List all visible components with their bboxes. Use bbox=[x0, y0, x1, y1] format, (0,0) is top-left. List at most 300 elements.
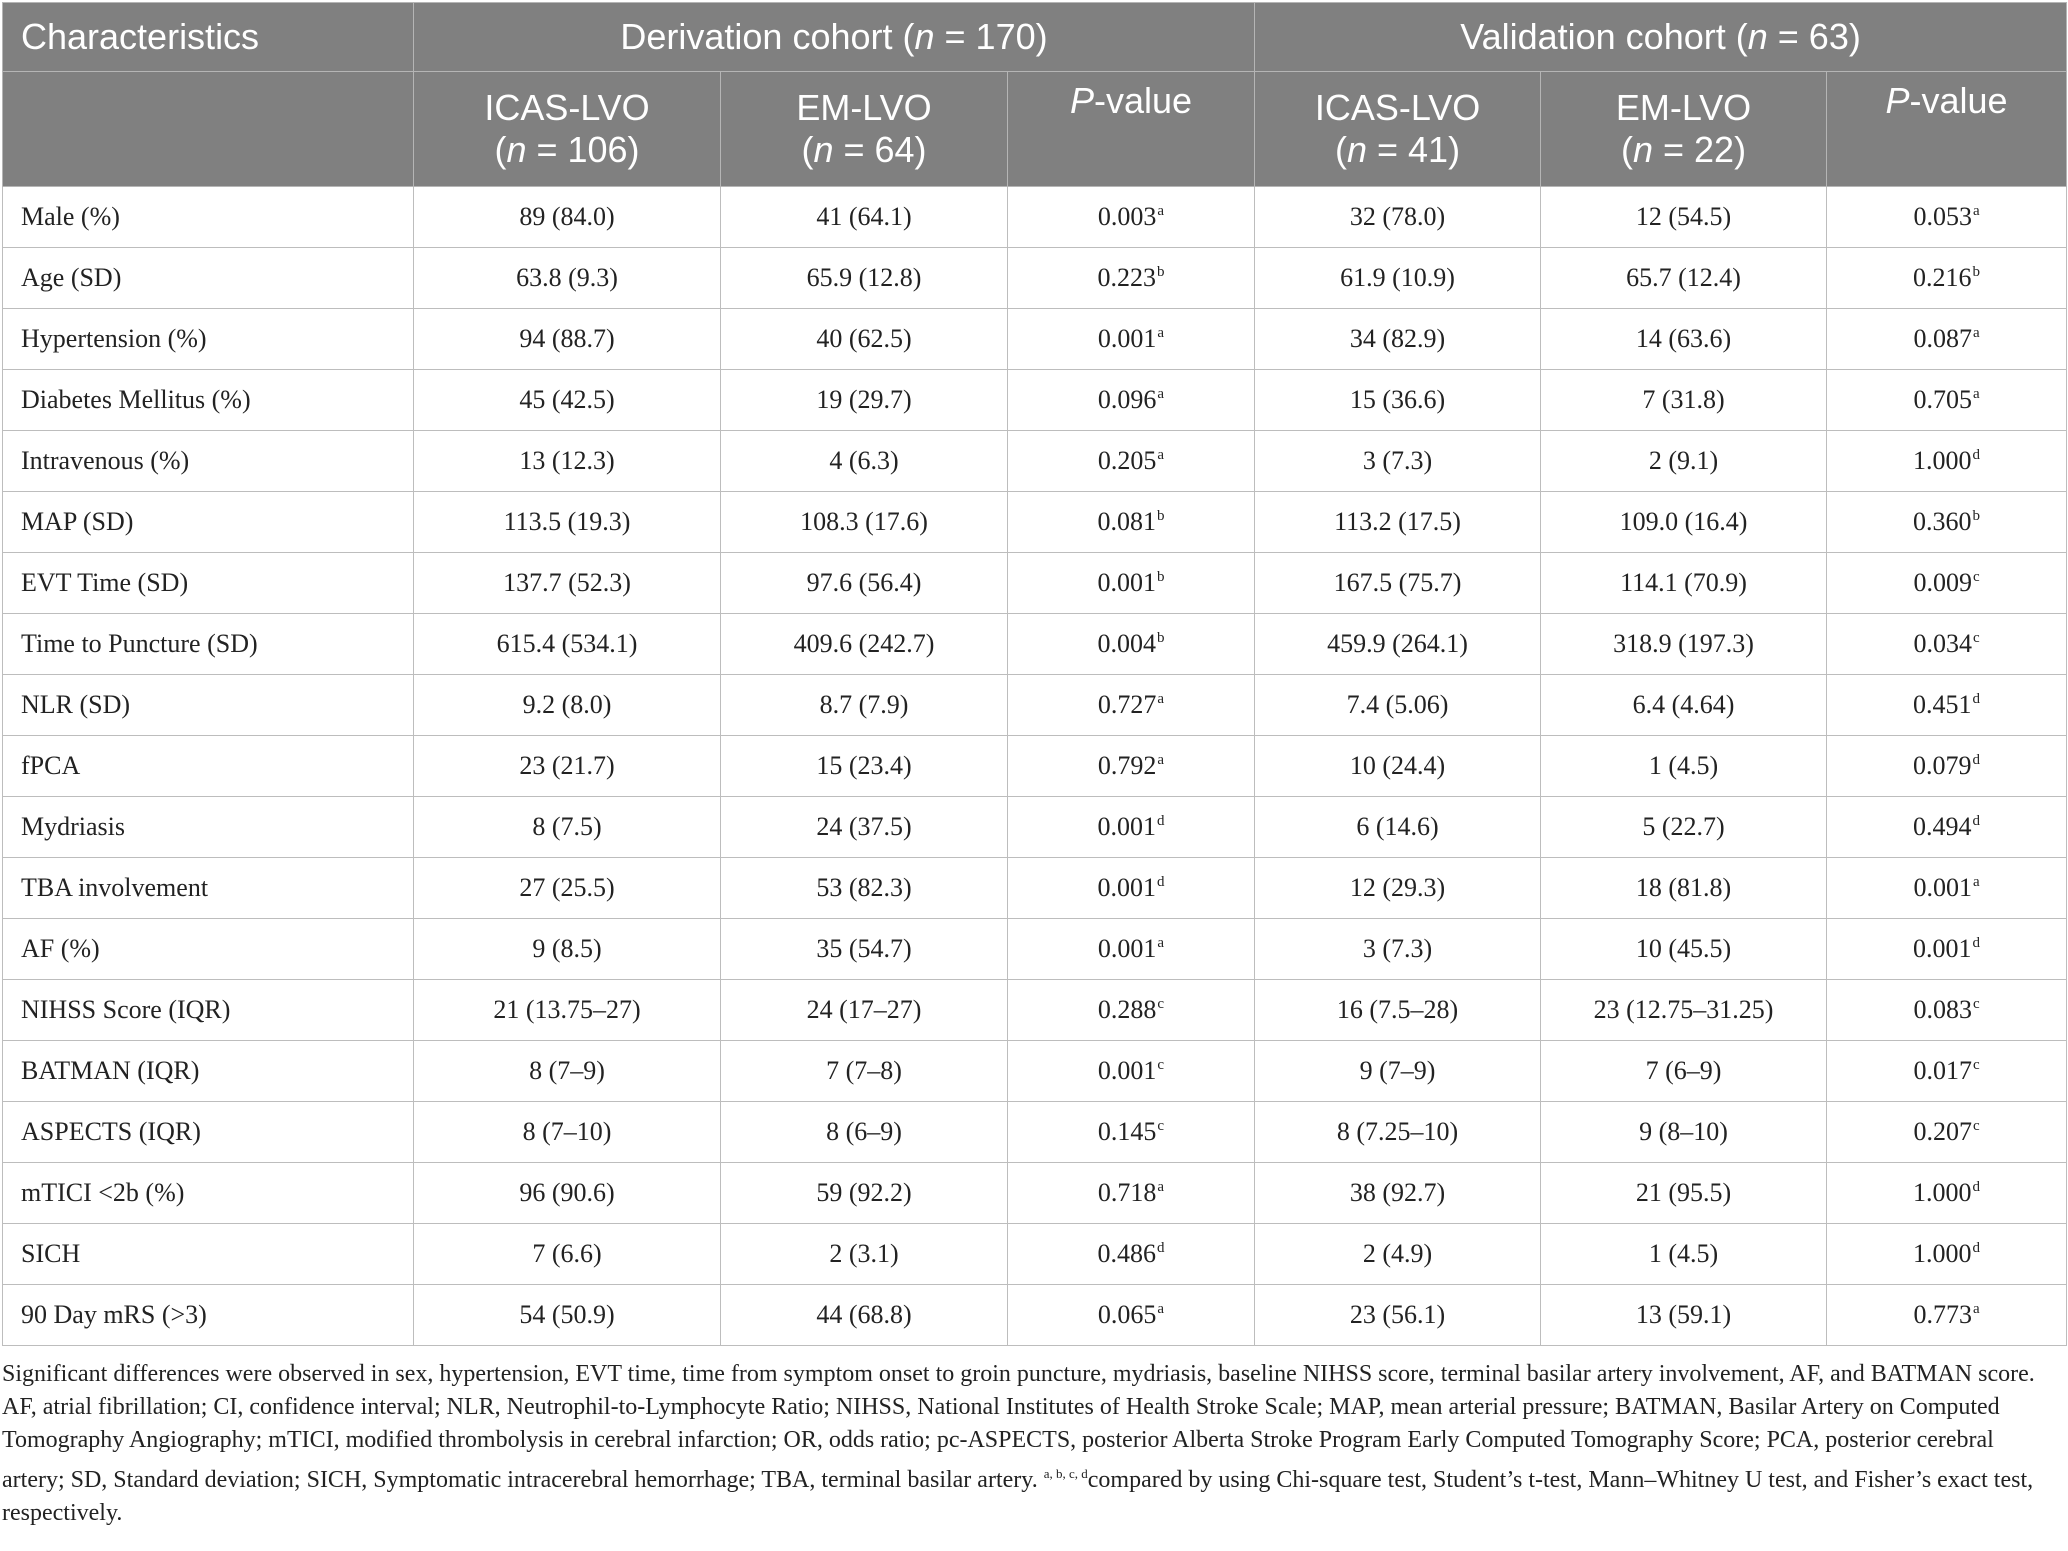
validation-pvalue-cell bbox=[1827, 1041, 2067, 1102]
validation-icas-cell-text: 167.5 (75.7) bbox=[1333, 568, 1462, 597]
validation-em-cell-text: 65.7 (12.4) bbox=[1626, 263, 1741, 292]
derivation-pvalue-cell bbox=[1008, 736, 1255, 797]
header-derivation-icas: ICAS-LVO (n = 106) bbox=[414, 72, 721, 187]
derivation-pvalue-cell-text: 0.486 bbox=[1097, 1239, 1156, 1268]
validation-pvalue-cell bbox=[1827, 858, 2067, 919]
derivation-icas-cell-text: 63.8 (9.3) bbox=[516, 263, 618, 292]
derivation-pvalue-cell bbox=[1008, 675, 1255, 736]
derivation-icas-cell-text: 23 (21.7) bbox=[519, 751, 615, 780]
derivation-em-cell bbox=[721, 1041, 1008, 1102]
test-superscript: a bbox=[1157, 447, 1165, 464]
derivation-em-cell bbox=[721, 614, 1008, 675]
header-derivation-em: EM-LVO (n = 64) bbox=[721, 72, 1008, 187]
validation-em-cell bbox=[1541, 492, 1827, 553]
validation-em-cell-text: 5 (22.7) bbox=[1642, 812, 1725, 841]
derivation-em-cell-text: 59 (92.2) bbox=[816, 1178, 912, 1207]
derivation-em-cell bbox=[721, 1285, 1008, 1346]
row-label-text: SICH bbox=[21, 1239, 81, 1268]
row-label bbox=[3, 797, 414, 858]
validation-pvalue-cell-text: 0.034 bbox=[1913, 629, 1972, 658]
derivation-icas-cell bbox=[414, 1102, 721, 1163]
test-superscript: a bbox=[1972, 325, 1980, 342]
derivation-icas-cell bbox=[414, 1285, 721, 1346]
derivation-em-cell-text: 41 (64.1) bbox=[816, 202, 912, 231]
row-label-text: AF (%) bbox=[21, 934, 100, 963]
row-label-text: EVT Time (SD) bbox=[21, 568, 189, 597]
row-label-text: Intravenous (%) bbox=[21, 446, 190, 475]
derivation-em-cell bbox=[721, 187, 1008, 248]
derivation-icas-cell-text: 9 (8.5) bbox=[532, 934, 602, 963]
derivation-icas-cell-text: 137.7 (52.3) bbox=[503, 568, 631, 597]
derivation-pvalue-cell-text: 0.001 bbox=[1097, 873, 1156, 902]
derivation-pvalue-cell-text: 0.001 bbox=[1097, 934, 1157, 963]
row-label bbox=[3, 248, 414, 309]
row-label bbox=[3, 431, 414, 492]
row-label bbox=[3, 614, 414, 675]
validation-em-cell-text: 318.9 (197.3) bbox=[1613, 629, 1754, 658]
validation-em-cell-text: 2 (9.1) bbox=[1648, 446, 1719, 475]
derivation-icas-cell-text: 8 (7–10) bbox=[522, 1117, 612, 1146]
test-superscript: c bbox=[1157, 1118, 1165, 1135]
validation-em-cell bbox=[1541, 1102, 1827, 1163]
derivation-icas-cell bbox=[414, 614, 721, 675]
validation-icas-cell bbox=[1255, 187, 1541, 248]
test-superscript: d bbox=[1972, 935, 1981, 952]
test-superscript: d bbox=[1972, 447, 1981, 464]
test-superscript: d bbox=[1972, 1240, 1981, 1257]
derivation-pvalue-cell-text: 0.001 bbox=[1097, 324, 1157, 353]
derivation-pvalue-cell-text: 0.065 bbox=[1097, 1300, 1157, 1329]
validation-pvalue-cell-text: 0.705 bbox=[1913, 385, 1972, 414]
derivation-icas-cell-text: 113.5 (19.3) bbox=[503, 507, 631, 536]
test-superscript: b bbox=[1157, 264, 1165, 281]
derivation-pvalue-cell bbox=[1008, 187, 1255, 248]
derivation-icas-cell bbox=[414, 1224, 721, 1285]
derivation-em-cell bbox=[721, 675, 1008, 736]
derivation-em-cell-text: 2 (3.1) bbox=[829, 1239, 899, 1268]
row-label-text: 90 Day mRS (>3) bbox=[21, 1300, 207, 1329]
validation-icas-cell bbox=[1255, 675, 1541, 736]
validation-pvalue-cell bbox=[1827, 370, 2067, 431]
table-row bbox=[3, 1163, 2067, 1224]
test-superscript: a bbox=[1157, 203, 1165, 220]
validation-pvalue-cell bbox=[1827, 980, 2067, 1041]
derivation-pvalue-cell bbox=[1008, 980, 1255, 1041]
row-label bbox=[3, 1041, 414, 1102]
derivation-em-cell-text: 8.7 (7.9) bbox=[819, 690, 909, 719]
validation-icas-cell-text: 38 (92.7) bbox=[1349, 1178, 1446, 1207]
derivation-em-cell bbox=[721, 1102, 1008, 1163]
derivation-em-cell-text: 97.6 (56.4) bbox=[806, 568, 922, 597]
test-superscript: b bbox=[1157, 569, 1165, 586]
derivation-em-cell bbox=[721, 919, 1008, 980]
derivation-em-cell-text: 108.3 (17.6) bbox=[800, 507, 928, 536]
derivation-pvalue-cell bbox=[1008, 1224, 1255, 1285]
derivation-em-cell bbox=[721, 248, 1008, 309]
validation-pvalue-cell-text: 0.494 bbox=[1913, 812, 1972, 841]
row-label-text: ASPECTS (IQR) bbox=[21, 1117, 201, 1146]
derivation-pvalue-cell bbox=[1008, 1285, 1255, 1346]
derivation-pvalue-cell bbox=[1008, 309, 1255, 370]
row-label bbox=[3, 980, 414, 1041]
derivation-icas-cell bbox=[414, 370, 721, 431]
derivation-pvalue-cell bbox=[1008, 858, 1255, 919]
derivation-em-cell bbox=[721, 431, 1008, 492]
validation-em-cell-text: 9 (8–10) bbox=[1639, 1117, 1728, 1146]
validation-em-cell-text: 6.4 (4.64) bbox=[1632, 690, 1735, 719]
test-superscript: a bbox=[1157, 325, 1165, 342]
row-label-text: TBA involvement bbox=[21, 873, 209, 902]
validation-em-cell bbox=[1541, 736, 1827, 797]
derivation-icas-cell bbox=[414, 858, 721, 919]
validation-em-cell-text: 13 (59.1) bbox=[1635, 1300, 1732, 1329]
table-row bbox=[3, 248, 2067, 309]
validation-icas-cell bbox=[1255, 1102, 1541, 1163]
validation-pvalue-cell bbox=[1827, 187, 2067, 248]
validation-em-cell bbox=[1541, 1041, 1827, 1102]
derivation-icas-cell-text: 9.2 (8.0) bbox=[522, 690, 612, 719]
derivation-icas-cell bbox=[414, 553, 721, 614]
test-superscript: a bbox=[1157, 1179, 1165, 1196]
row-label bbox=[3, 492, 414, 553]
derivation-em-cell-text: 15 (23.4) bbox=[816, 751, 912, 780]
validation-em-cell-text: 109.0 (16.4) bbox=[1619, 507, 1748, 536]
test-superscript: c bbox=[1157, 1057, 1165, 1074]
derivation-em-cell bbox=[721, 736, 1008, 797]
test-superscript: d bbox=[1972, 691, 1981, 708]
validation-pvalue-cell-text: 0.083 bbox=[1913, 995, 1972, 1024]
table-row bbox=[3, 858, 2067, 919]
derivation-icas-cell bbox=[414, 675, 721, 736]
derivation-pvalue-cell-text: 0.001 bbox=[1097, 812, 1156, 841]
validation-icas-cell bbox=[1255, 370, 1541, 431]
table-row bbox=[3, 309, 2067, 370]
validation-pvalue-cell-text: 0.216 bbox=[1913, 263, 1972, 292]
validation-em-cell bbox=[1541, 919, 1827, 980]
derivation-icas-cell-text: 54 (50.9) bbox=[519, 1300, 615, 1329]
validation-icas-cell bbox=[1255, 1285, 1541, 1346]
test-superscript: d bbox=[1972, 752, 1981, 769]
table-row bbox=[3, 553, 2067, 614]
derivation-pvalue-cell bbox=[1008, 1041, 1255, 1102]
derivation-pvalue-cell bbox=[1008, 797, 1255, 858]
derivation-em-cell-text: 44 (68.8) bbox=[816, 1300, 912, 1329]
derivation-pvalue-cell-text: 0.223 bbox=[1097, 263, 1156, 292]
validation-icas-cell-text: 61.9 (10.9) bbox=[1340, 263, 1455, 292]
validation-em-cell-text: 14 (63.6) bbox=[1635, 324, 1732, 353]
table-row bbox=[3, 919, 2067, 980]
derivation-icas-cell bbox=[414, 797, 721, 858]
derivation-em-cell-text: 19 (29.7) bbox=[816, 385, 912, 414]
table-header bbox=[3, 3, 2067, 187]
validation-em-cell bbox=[1541, 797, 1827, 858]
row-label-text: BATMAN (IQR) bbox=[21, 1056, 200, 1085]
test-superscript: c bbox=[1972, 569, 1980, 586]
validation-icas-cell bbox=[1255, 431, 1541, 492]
validation-icas-cell-text: 2 (4.9) bbox=[1362, 1239, 1433, 1268]
derivation-icas-cell-text: 8 (7.5) bbox=[532, 812, 602, 841]
validation-pvalue-cell-text: 0.087 bbox=[1913, 324, 1972, 353]
validation-icas-cell-text: 3 (7.3) bbox=[1362, 446, 1433, 475]
derivation-icas-cell bbox=[414, 980, 721, 1041]
validation-icas-cell bbox=[1255, 1163, 1541, 1224]
validation-icas-cell bbox=[1255, 858, 1541, 919]
validation-pvalue-cell bbox=[1827, 1224, 2067, 1285]
derivation-icas-cell-text: 21 (13.75–27) bbox=[493, 995, 641, 1024]
validation-icas-cell-text: 6 (14.6) bbox=[1356, 812, 1439, 841]
validation-icas-cell bbox=[1255, 980, 1541, 1041]
header-characteristics: Characteristics bbox=[3, 3, 414, 72]
validation-pvalue-cell-text: 0.207 bbox=[1913, 1117, 1972, 1146]
test-superscript: a bbox=[1157, 691, 1165, 708]
table-row bbox=[3, 1041, 2067, 1102]
derivation-em-cell bbox=[721, 492, 1008, 553]
validation-pvalue-cell bbox=[1827, 675, 2067, 736]
table-row bbox=[3, 492, 2067, 553]
validation-icas-cell bbox=[1255, 1224, 1541, 1285]
derivation-icas-cell bbox=[414, 492, 721, 553]
test-superscript: b bbox=[1157, 630, 1165, 647]
table-row bbox=[3, 1224, 2067, 1285]
validation-em-cell-text: 23 (12.75–31.25) bbox=[1593, 995, 1774, 1024]
validation-icas-cell-text: 23 (56.1) bbox=[1349, 1300, 1446, 1329]
validation-em-cell bbox=[1541, 675, 1827, 736]
table-row bbox=[3, 980, 2067, 1041]
validation-icas-cell-text: 8 (7.25–10) bbox=[1336, 1117, 1459, 1146]
header-validation-icas: ICAS-LVO (n = 41) bbox=[1255, 72, 1541, 187]
validation-em-cell bbox=[1541, 553, 1827, 614]
derivation-icas-cell bbox=[414, 1163, 721, 1224]
validation-pvalue-cell-text: 0.773 bbox=[1913, 1300, 1972, 1329]
row-label bbox=[3, 1224, 414, 1285]
derivation-icas-cell-text: 89 (84.0) bbox=[519, 202, 615, 231]
row-label bbox=[3, 736, 414, 797]
validation-icas-cell bbox=[1255, 309, 1541, 370]
derivation-icas-cell-text: 96 (90.6) bbox=[519, 1178, 615, 1207]
derivation-em-cell bbox=[721, 370, 1008, 431]
validation-pvalue-cell bbox=[1827, 553, 2067, 614]
validation-em-cell bbox=[1541, 431, 1827, 492]
validation-icas-cell-text: 15 (36.6) bbox=[1349, 385, 1446, 414]
validation-pvalue-cell-text: 1.000 bbox=[1913, 1239, 1972, 1268]
test-superscript: d bbox=[1972, 1179, 1981, 1196]
validation-em-cell bbox=[1541, 309, 1827, 370]
derivation-icas-cell-text: 7 (6.6) bbox=[532, 1239, 602, 1268]
validation-em-cell-text: 10 (45.5) bbox=[1635, 934, 1732, 963]
validation-icas-cell-text: 16 (7.5–28) bbox=[1336, 995, 1459, 1024]
validation-pvalue-cell-text: 0.360 bbox=[1913, 507, 1972, 536]
table-row bbox=[3, 1102, 2067, 1163]
derivation-icas-cell-text: 8 (7–9) bbox=[529, 1056, 605, 1085]
validation-em-cell-text: 1 (4.5) bbox=[1648, 1239, 1719, 1268]
validation-pvalue-cell bbox=[1827, 1163, 2067, 1224]
validation-icas-cell bbox=[1255, 614, 1541, 675]
validation-icas-cell-text: 12 (29.3) bbox=[1349, 873, 1446, 902]
test-superscript: c bbox=[1157, 996, 1165, 1013]
derivation-pvalue-cell-text: 0.727 bbox=[1097, 690, 1157, 719]
validation-pvalue-cell bbox=[1827, 797, 2067, 858]
validation-icas-cell-text: 10 (24.4) bbox=[1349, 751, 1446, 780]
row-label bbox=[3, 675, 414, 736]
test-superscript: c bbox=[1972, 630, 1980, 647]
derivation-em-cell bbox=[721, 858, 1008, 919]
validation-em-cell bbox=[1541, 1224, 1827, 1285]
validation-icas-cell bbox=[1255, 919, 1541, 980]
validation-pvalue-cell bbox=[1827, 309, 2067, 370]
validation-em-cell bbox=[1541, 248, 1827, 309]
derivation-pvalue-cell bbox=[1008, 919, 1255, 980]
test-superscript: b bbox=[1972, 508, 1981, 525]
validation-em-cell bbox=[1541, 614, 1827, 675]
row-label-text: Mydriasis bbox=[21, 812, 125, 841]
row-label-text: MAP (SD) bbox=[21, 507, 134, 536]
derivation-pvalue-cell bbox=[1008, 1102, 1255, 1163]
test-superscript: a bbox=[1972, 874, 1980, 891]
row-label bbox=[3, 1102, 414, 1163]
validation-em-cell-text: 21 (95.5) bbox=[1635, 1178, 1732, 1207]
validation-pvalue-cell-text: 0.001 bbox=[1913, 873, 1972, 902]
validation-em-cell-text: 7 (31.8) bbox=[1642, 385, 1725, 414]
validation-em-cell bbox=[1541, 1285, 1827, 1346]
row-label-text: fPCA bbox=[21, 751, 81, 780]
validation-pvalue-cell-text: 1.000 bbox=[1913, 446, 1972, 475]
header-blank bbox=[3, 72, 414, 187]
table-body bbox=[3, 187, 2067, 1346]
test-superscript: a bbox=[1972, 386, 1980, 403]
derivation-pvalue-cell-text: 0.718 bbox=[1097, 1178, 1157, 1207]
test-superscript: a bbox=[1157, 752, 1165, 769]
table-footnote: Significant differences were observed in sex, hypertension, EVT time, time from symptom onset to groin puncture, mydriasis, baseline NIHSS score, terminal basilar artery involvement, AF, and BATMAN score. AF, atrial fibrillation; CI, confidence interval; NLR, Neutrophil-to-Lymphocyte Ratio; NIHSS, National Institutes of Health Stroke Scale; MAP, mean arterial pressure; BATMAN, Basilar Artery on Computed Tomography Angiography; mTICI, modified thrombolysis in cerebral infarction; OR, odds ratio; pc-ASPECTS, posterior Alberta Stroke Program Early Computed Tomography Score; PCA, posterior cerebral artery; SD, Standard deviation; SICH, Symptomatic intracerebral hemorrhage; TBA, terminal basilar artery. $^{a, b, c, d}$compared by using Chi-square test, Student’s t-test, Mann–Whitney U test, and Fisher’s exact test, respectively. bbox=[2, 1361, 2035, 1526]
derivation-icas-cell bbox=[414, 919, 721, 980]
derivation-em-cell bbox=[721, 797, 1008, 858]
derivation-pvalue-cell-text: 0.205 bbox=[1097, 446, 1157, 475]
derivation-icas-cell bbox=[414, 431, 721, 492]
header-validation-cohort: Validation cohort (n = 63) bbox=[1255, 3, 2067, 72]
row-label bbox=[3, 553, 414, 614]
validation-pvalue-cell-text: 0.017 bbox=[1913, 1056, 1972, 1085]
derivation-icas-cell bbox=[414, 248, 721, 309]
validation-em-cell-text: 12 (54.5) bbox=[1635, 202, 1732, 231]
derivation-em-cell-text: 24 (17–27) bbox=[806, 995, 922, 1024]
validation-icas-cell-text: 3 (7.3) bbox=[1362, 934, 1433, 963]
derivation-pvalue-cell bbox=[1008, 248, 1255, 309]
validation-icas-cell bbox=[1255, 1041, 1541, 1102]
validation-em-cell-text: 18 (81.8) bbox=[1635, 873, 1732, 902]
table-row bbox=[3, 614, 2067, 675]
table-row bbox=[3, 431, 2067, 492]
validation-pvalue-cell-text: 0.009 bbox=[1913, 568, 1972, 597]
derivation-pvalue-cell bbox=[1008, 431, 1255, 492]
validation-icas-cell bbox=[1255, 492, 1541, 553]
validation-pvalue-cell bbox=[1827, 919, 2067, 980]
table-row bbox=[3, 187, 2067, 248]
validation-icas-cell-text: 9 (7–9) bbox=[1359, 1056, 1436, 1085]
derivation-icas-cell bbox=[414, 309, 721, 370]
validation-icas-cell bbox=[1255, 736, 1541, 797]
derivation-em-cell-text: 35 (54.7) bbox=[816, 934, 912, 963]
table-row bbox=[3, 1285, 2067, 1346]
validation-pvalue-cell-text: 0.001 bbox=[1913, 934, 1972, 963]
derivation-icas-cell-text: 615.4 (534.1) bbox=[496, 629, 638, 658]
derivation-pvalue-cell-text: 0.003 bbox=[1097, 202, 1157, 231]
test-superscript: d bbox=[1157, 1240, 1165, 1257]
validation-icas-cell bbox=[1255, 797, 1541, 858]
test-superscript: a bbox=[1157, 1301, 1165, 1318]
row-label-text: mTICI <2b (%) bbox=[21, 1178, 185, 1207]
derivation-icas-cell-text: 27 (25.5) bbox=[519, 873, 615, 902]
validation-pvalue-cell-text: 0.451 bbox=[1913, 690, 1972, 719]
validation-pvalue-cell bbox=[1827, 1285, 2067, 1346]
derivation-em-cell-text: 409.6 (242.7) bbox=[793, 629, 935, 658]
derivation-em-cell bbox=[721, 309, 1008, 370]
test-superscript: d bbox=[1972, 813, 1981, 830]
validation-em-cell-text: 1 (4.5) bbox=[1648, 751, 1719, 780]
derivation-icas-cell-text: 45 (42.5) bbox=[519, 385, 615, 414]
row-label-text: Age (SD) bbox=[21, 263, 122, 292]
validation-em-cell-text: 7 (6–9) bbox=[1645, 1056, 1722, 1085]
validation-pvalue-cell bbox=[1827, 492, 2067, 553]
test-superscript: d bbox=[1157, 874, 1165, 891]
derivation-icas-cell bbox=[414, 736, 721, 797]
row-label bbox=[3, 1285, 414, 1346]
test-superscript: d bbox=[1157, 813, 1165, 830]
test-superscript: c bbox=[1972, 996, 1980, 1013]
derivation-pvalue-cell bbox=[1008, 553, 1255, 614]
row-label-text: NLR (SD) bbox=[21, 690, 131, 719]
table-row bbox=[3, 370, 2067, 431]
header-derivation-cohort: Derivation cohort (n = 170) bbox=[414, 3, 1255, 72]
validation-icas-cell-text: 7.4 (5.06) bbox=[1346, 690, 1449, 719]
validation-pvalue-cell-text: 0.053 bbox=[1913, 202, 1972, 231]
derivation-em-cell bbox=[721, 980, 1008, 1041]
derivation-pvalue-cell-text: 0.004 bbox=[1097, 629, 1156, 658]
derivation-pvalue-cell bbox=[1008, 492, 1255, 553]
validation-pvalue-cell bbox=[1827, 736, 2067, 797]
validation-em-cell bbox=[1541, 980, 1827, 1041]
row-label bbox=[3, 1163, 414, 1224]
validation-em-cell bbox=[1541, 1163, 1827, 1224]
header-validation-em: EM-LVO (n = 22) bbox=[1541, 72, 1827, 187]
test-superscript: a bbox=[1157, 935, 1165, 952]
row-label bbox=[3, 187, 414, 248]
validation-pvalue-cell bbox=[1827, 248, 2067, 309]
derivation-em-cell-text: 8 (6–9) bbox=[826, 1117, 902, 1146]
validation-em-cell bbox=[1541, 187, 1827, 248]
validation-pvalue-cell-text: 0.079 bbox=[1913, 751, 1972, 780]
validation-pvalue-cell-text: 1.000 bbox=[1913, 1178, 1972, 1207]
derivation-em-cell-text: 65.9 (12.8) bbox=[806, 263, 922, 292]
header-validation-pvalue: P-value bbox=[1827, 72, 2067, 187]
derivation-em-cell-text: 24 (37.5) bbox=[816, 812, 912, 841]
row-label-text: Hypertension (%) bbox=[21, 324, 207, 353]
row-label bbox=[3, 370, 414, 431]
derivation-pvalue-cell-text: 0.001 bbox=[1097, 568, 1156, 597]
derivation-icas-cell bbox=[414, 187, 721, 248]
validation-em-cell bbox=[1541, 370, 1827, 431]
table-row bbox=[3, 675, 2067, 736]
characteristics-table bbox=[2, 2, 2067, 1346]
validation-icas-cell bbox=[1255, 553, 1541, 614]
row-label bbox=[3, 919, 414, 980]
derivation-pvalue-cell-text: 0.145 bbox=[1097, 1117, 1157, 1146]
derivation-pvalue-cell-text: 0.288 bbox=[1097, 995, 1157, 1024]
derivation-icas-cell-text: 13 (12.3) bbox=[519, 446, 615, 475]
test-superscript: b bbox=[1157, 508, 1165, 525]
derivation-em-cell-text: 7 (7–8) bbox=[826, 1056, 902, 1085]
validation-icas-cell-text: 32 (78.0) bbox=[1349, 202, 1446, 231]
derivation-pvalue-cell bbox=[1008, 1163, 1255, 1224]
row-label-text: Diabetes Mellitus (%) bbox=[21, 385, 251, 414]
